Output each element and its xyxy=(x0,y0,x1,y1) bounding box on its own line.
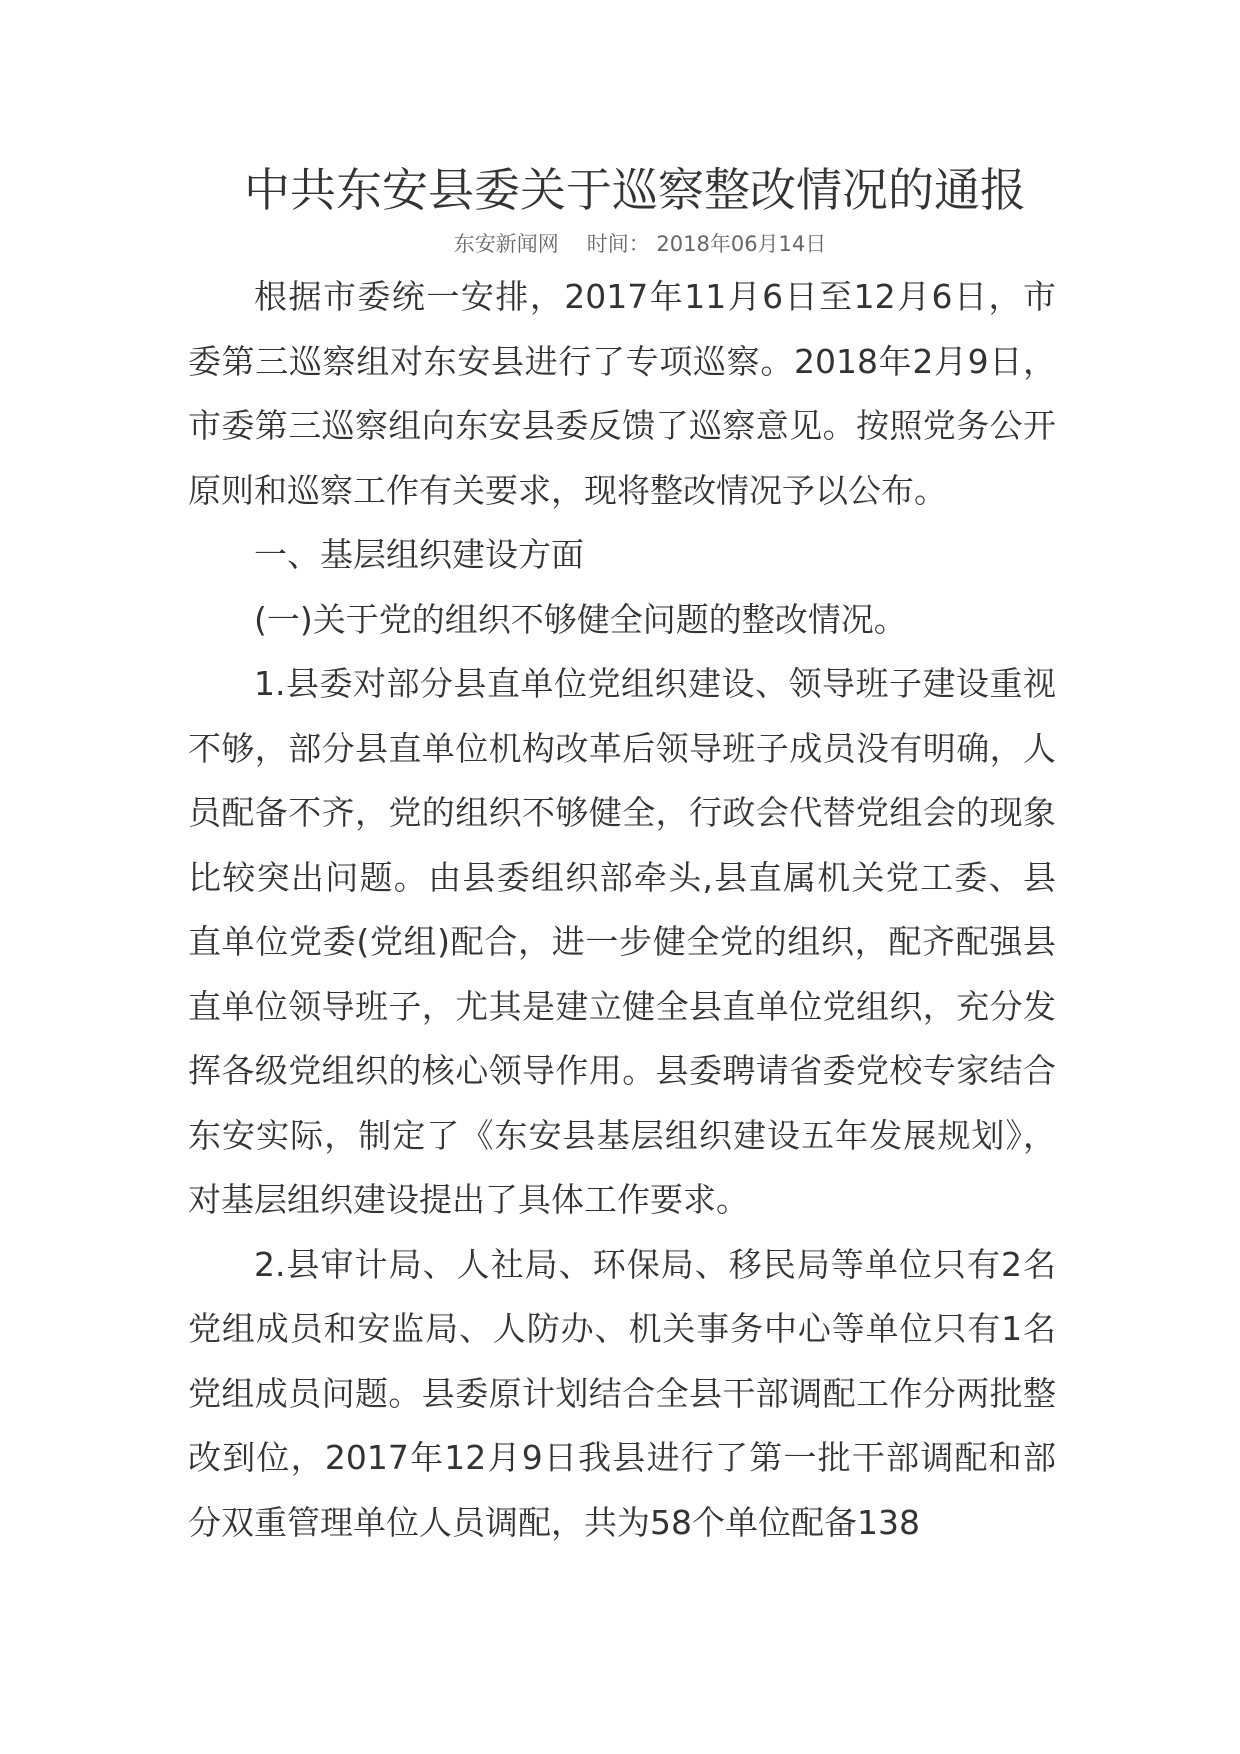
paragraph: 2.县审计局、人社局、环保局、移民局等单位只有2名党组成员和安监局、人防办、机关事务中心等单位只有1名党组成员问题。县委原计划结合全县干部调配工作分两批整改到位，2017年12月9日我县进行了第一批干部调配和部分双重管理单位人员调配，共为58个单位配备138 xyxy=(188,1244,1056,1542)
paragraph: 1.县委对部分县直单位党组织建设、领导班子建设重视不够，部分县直单位机构改革后领导班子成员没有明确，人员配备不齐，党的组织不够健全，行政会代替党组会的现象比较突出问题。由县委组织部牵头,县直属机关党工委、县直单位党委(党组)配合，进一步健全党的组织，配齐配强县直单位领导班子，尤其是建立健全县直单位党组织，充分发挥各级党组织的核心领导作用。县委聘请省委党校专家结合东安实际，制定了《东安县基层组织建设五年发展规划》，对基层组织建设提出了具体工作要求。 xyxy=(188,664,1056,1219)
article-meta xyxy=(0,230,1240,258)
article-time-label: 时间： xyxy=(586,232,650,256)
paragraph: 根据市委统一安排，2017年11月6日至12月6日，市委第三巡察组对东安县进行了专项巡察。2018年2月9日，市委第三巡察组向东安县委反馈了巡察意见。按照党务公开原则和巡察工作有关要求，现将整改情况予以公布。 xyxy=(188,277,1056,510)
article-source: 东安新闻网 xyxy=(453,232,559,256)
article-body xyxy=(188,265,1056,1555)
subsection-heading: (一)关于党的组织不够健全问题的整改情况。 xyxy=(254,599,907,639)
article-date: 2018年06月14日 xyxy=(656,232,827,256)
section-heading: 一、基层组织建设方面 xyxy=(254,535,584,574)
article-title: 中共东安县委关于巡察整改情况的通报 xyxy=(244,163,1026,217)
